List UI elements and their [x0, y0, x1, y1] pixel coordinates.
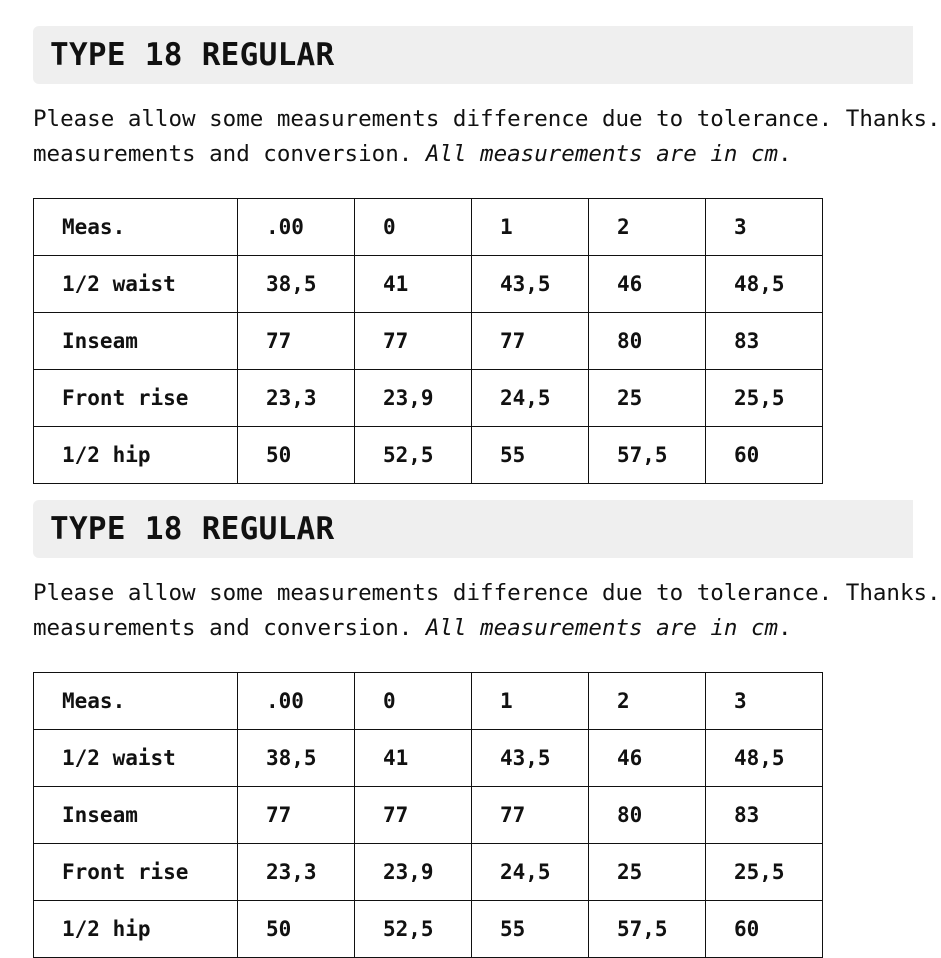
- table-cell: 48,5: [706, 256, 823, 313]
- table-cell: 43,5: [472, 730, 589, 787]
- measurement-note-period: .: [778, 141, 792, 167]
- table-header-row: [34, 673, 823, 730]
- table-cell: 77: [472, 787, 589, 844]
- table-cell: 38,5: [238, 730, 355, 787]
- table-cell: 60: [706, 901, 823, 958]
- table-header-row: [34, 199, 823, 256]
- measurement-unit-note: All measurements are in cm: [425, 141, 779, 167]
- table-header-cell: 1: [472, 199, 589, 256]
- table-header-cell: 2: [589, 199, 706, 256]
- section-viewport: [0, 500, 941, 941]
- table-row: [34, 730, 823, 787]
- table-cell: 25,5: [706, 844, 823, 901]
- table-row: [34, 427, 823, 484]
- measurement-note-line-1: Please allow some measurements difference due to tolerance. Thanks.: [33, 580, 941, 606]
- table-cell: 57,5: [589, 901, 706, 958]
- table-cell: 55: [472, 901, 589, 958]
- table-cell: 43,5: [472, 256, 589, 313]
- table-cell: 25: [589, 844, 706, 901]
- table-cell: 57,5: [589, 427, 706, 484]
- table-row-label: 1/2 hip: [34, 427, 238, 484]
- table-cell: 77: [472, 313, 589, 370]
- measurement-unit-note: All measurements are in cm: [425, 615, 779, 641]
- table-cell: 60: [706, 427, 823, 484]
- size-table: [33, 672, 823, 958]
- table-cell: 80: [589, 787, 706, 844]
- measurement-note-line-2: [33, 137, 941, 172]
- table-header-cell: .00: [238, 199, 355, 256]
- table-cell: 80: [589, 313, 706, 370]
- table-header-cell: Meas.: [34, 673, 238, 730]
- measurement-note-text: measurements and conversion.: [33, 615, 426, 641]
- table-cell: 38,5: [238, 256, 355, 313]
- table-header-cell: 0: [355, 673, 472, 730]
- table-cell: 48,5: [706, 730, 823, 787]
- table-cell: 25,5: [706, 370, 823, 427]
- table-row: [34, 844, 823, 901]
- table-row-label: 1/2 waist: [34, 256, 238, 313]
- measurement-note-text: measurements and conversion.: [33, 141, 426, 167]
- table-header-cell: .00: [238, 673, 355, 730]
- table-cell: 83: [706, 313, 823, 370]
- table-cell: 50: [238, 901, 355, 958]
- table-header-cell: 3: [706, 673, 823, 730]
- table-cell: 46: [589, 256, 706, 313]
- table-cell: 23,3: [238, 370, 355, 427]
- table-cell: 25: [589, 370, 706, 427]
- table-cell: 41: [355, 730, 472, 787]
- measurement-note-line-2: [33, 611, 941, 646]
- table-cell: 24,5: [472, 844, 589, 901]
- section-title: TYPE 18 REGULAR: [50, 37, 335, 73]
- table-header-cell: 2: [589, 673, 706, 730]
- table-row: [34, 313, 823, 370]
- table-cell: 77: [355, 313, 472, 370]
- size-table: [33, 198, 823, 484]
- section-title: TYPE 18 REGULAR: [50, 511, 335, 547]
- table-row-label: Inseam: [34, 313, 238, 370]
- table-cell: 46: [589, 730, 706, 787]
- table-cell: 77: [355, 787, 472, 844]
- table-header-cell: Meas.: [34, 199, 238, 256]
- table-header-cell: 3: [706, 199, 823, 256]
- table-row-label: 1/2 waist: [34, 730, 238, 787]
- table-cell: 77: [238, 787, 355, 844]
- table-header-cell: 1: [472, 673, 589, 730]
- table-cell: 52,5: [355, 427, 472, 484]
- table-cell: 23,9: [355, 844, 472, 901]
- table-row-label: Inseam: [34, 787, 238, 844]
- table-cell: 77: [238, 313, 355, 370]
- table-cell: 50: [238, 427, 355, 484]
- table-cell: 55: [472, 427, 589, 484]
- table-row-label: Front rise: [34, 370, 238, 427]
- table-header-cell: 0: [355, 199, 472, 256]
- measurement-note: [33, 102, 941, 172]
- measurement-note-period: .: [778, 615, 792, 641]
- table-row: [34, 901, 823, 958]
- measurement-note: [33, 576, 941, 646]
- table-row-label: Front rise: [34, 844, 238, 901]
- table-row: [34, 787, 823, 844]
- table-row: [34, 370, 823, 427]
- table-cell: 52,5: [355, 901, 472, 958]
- measurement-note-line-1: Please allow some measurements difference due to tolerance. Thanks.: [33, 106, 941, 132]
- table-cell: 24,5: [472, 370, 589, 427]
- table-row-label: 1/2 hip: [34, 901, 238, 958]
- table-cell: 41: [355, 256, 472, 313]
- table-cell: 23,3: [238, 844, 355, 901]
- table-row: [34, 256, 823, 313]
- table-cell: 23,9: [355, 370, 472, 427]
- table-cell: 83: [706, 787, 823, 844]
